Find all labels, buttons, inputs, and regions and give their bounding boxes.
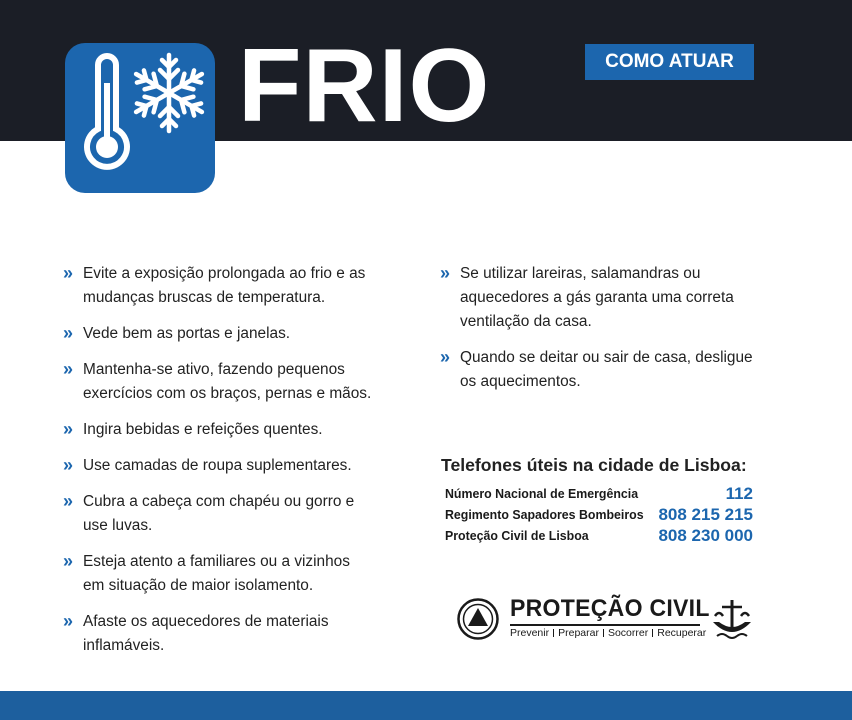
bullet-icon: »: [63, 611, 74, 631]
phone-row: [445, 505, 761, 526]
protecao-civil-logo: [457, 595, 757, 644]
tip-item: » Evite a exposição prolongada ao frio e as mudanças bruscas de temperatura.: [63, 263, 366, 306]
bullet-icon: »: [63, 263, 74, 283]
bullet-icon: »: [63, 419, 74, 439]
tips-right-column: [440, 262, 780, 406]
tip-item: » Se utilizar lareiras, salamandras ou aquecedores a gás garanta uma correta ventilação da casa.: [440, 263, 734, 330]
bullet-icon: »: [63, 491, 74, 511]
tip-item: » Afaste os aquecedores de materiais inflamáveis.: [63, 611, 329, 654]
bullet-icon: »: [440, 347, 451, 367]
lisbon-city-emblem-icon: [709, 598, 755, 642]
how-to-act-badge: COMO ATUAR: [585, 44, 754, 80]
tip-item: » Use camadas de roupa suplementares.: [63, 455, 352, 475]
phone-number: 112: [725, 484, 753, 503]
phone-name: Proteção Civil de Lisboa: [445, 528, 589, 543]
phone-name: Regimento Sapadores Bombeiros: [445, 507, 644, 522]
phones-title: Telefones úteis na cidade de Lisboa:: [441, 455, 747, 475]
bullet-icon: »: [63, 359, 74, 379]
bullet-icon: »: [440, 263, 451, 283]
bullet-icon: »: [63, 455, 74, 475]
tips-left-column: [63, 262, 403, 670]
tip-item: » Vede bem as portas e janelas.: [63, 323, 291, 343]
phone-row: [445, 526, 761, 547]
tip-item: » Mantenha-se ativo, fazendo pequenos exercícios com os braços, pernas e mãos.: [63, 359, 372, 402]
thermometer-snowflake-icon: [65, 43, 215, 193]
tip-item: » Quando se deitar ou sair de casa, desligue os aquecimentos.: [440, 347, 753, 390]
phone-number: 808 230 000: [658, 526, 753, 545]
bullet-icon: »: [63, 551, 74, 571]
footer-band: [0, 691, 852, 720]
tip-item: » Ingira bebidas e refeições quentes.: [63, 419, 323, 439]
tip-item: » Esteja atento a familiares ou a vizinhos em situação de maior isolamento.: [63, 551, 350, 594]
phone-row: [445, 484, 761, 505]
phone-number: 808 215 215: [658, 505, 753, 524]
logo-tagline: Prevenir Preparar Socorrer Recuperar: [510, 627, 707, 639]
bullet-icon: »: [63, 323, 74, 343]
useful-phones: [441, 455, 761, 547]
page-title: FRIO: [238, 28, 491, 144]
civil-protection-triangle-icon: [457, 598, 499, 640]
logo-divider: [510, 624, 700, 626]
tip-item: » Cubra a cabeça com chapéu ou gorro e use luvas.: [63, 491, 355, 534]
logo-name: PROTEÇÃO CIVIL: [510, 595, 710, 622]
phone-name: Número Nacional de Emergência: [445, 486, 639, 501]
